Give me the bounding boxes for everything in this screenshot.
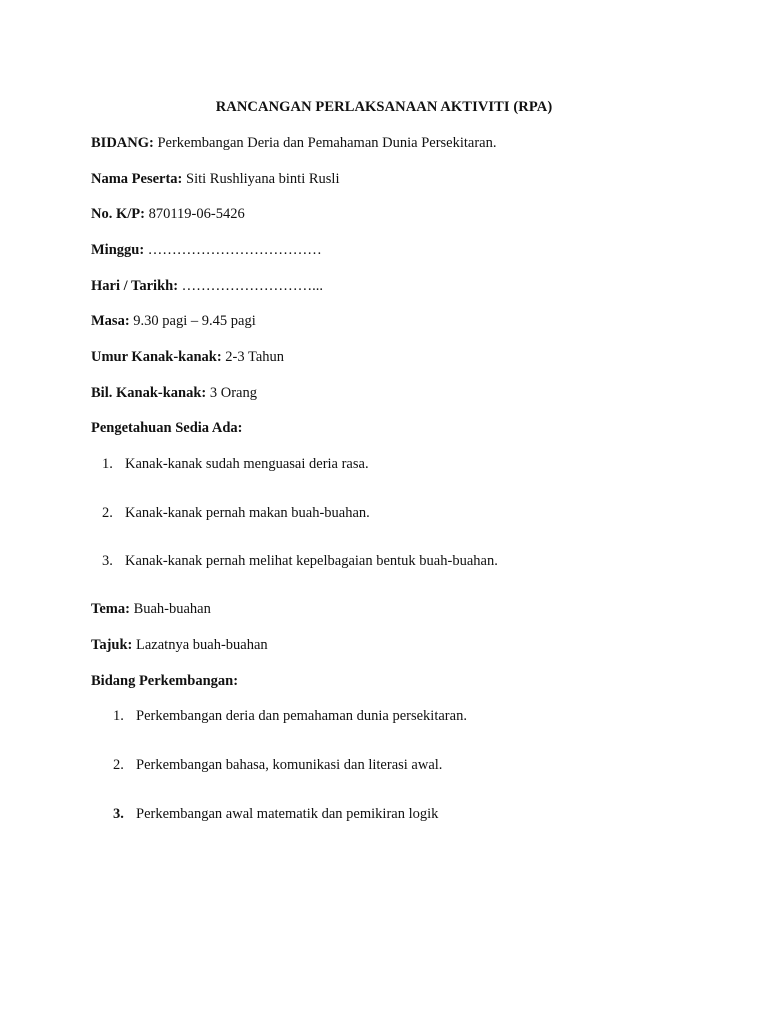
- field-masa-value: 9.30 pagi – 9.45 pagi: [129, 313, 256, 329]
- field-bidang-label: BIDANG:: [91, 135, 154, 151]
- field-no-kp-label: No. K/P:: [91, 206, 145, 222]
- field-minggu-value: ………………………………: [144, 242, 322, 258]
- field-tema-value: Buah-buahan: [129, 601, 211, 617]
- field-tema: [91, 600, 211, 618]
- list-item-number: 1.: [113, 708, 124, 724]
- list-item: Perkembangan deria dan pemahaman dunia persekitaran.: [136, 708, 467, 724]
- pengetahuan-heading: [91, 419, 242, 437]
- list-item: Kanak-kanak sudah menguasai deria rasa.: [125, 456, 369, 472]
- pengetahuan-heading-text: Pengetahuan Sedia Ada:: [91, 420, 243, 436]
- field-nama-peserta: [91, 170, 340, 188]
- field-tajuk: [91, 636, 268, 654]
- field-no-kp: [91, 205, 245, 223]
- list-item: Kanak-kanak pernah melihat kepelbagaian bentuk buah-buahan.: [125, 553, 498, 569]
- field-hari-tarikh-value: ………………………...: [178, 278, 324, 294]
- field-hari-tarikh: [91, 277, 323, 295]
- field-umur-value: 2-3 Tahun: [221, 349, 285, 365]
- field-umur: [91, 348, 284, 366]
- field-no-kp-value: 870119-06-5426: [144, 206, 245, 222]
- field-bil: [91, 384, 257, 402]
- document-title: RANCANGAN PERLAKSANAAN AKTIVITI (RPA): [215, 99, 553, 115]
- field-bil-value: 3 Orang: [206, 385, 257, 401]
- field-minggu-label: Minggu:: [91, 242, 145, 258]
- field-bidang-value: Perkembangan Deria dan Pemahaman Dunia Persekitaran.: [153, 135, 497, 151]
- field-tema-label: Tema:: [91, 601, 130, 617]
- field-masa-label: Masa:: [91, 313, 130, 329]
- list-item: Kanak-kanak pernah makan buah-buahan.: [125, 505, 370, 521]
- list-item: Perkembangan awal matematik dan pemikiran logik: [136, 806, 439, 822]
- field-umur-label: Umur Kanak-kanak:: [91, 349, 222, 365]
- list-item-number: 2.: [102, 505, 113, 521]
- field-nama-peserta-label: Nama Peserta:: [91, 171, 183, 187]
- list-item-number: 3.: [102, 553, 113, 569]
- bidang-perkembangan-heading: [91, 672, 238, 690]
- field-nama-peserta-value: Siti Rushliyana binti Rusli: [182, 171, 340, 187]
- field-bidang: [91, 134, 496, 152]
- field-bil-label: Bil. Kanak-kanak:: [91, 385, 207, 401]
- field-minggu: [91, 241, 322, 259]
- list-item: Perkembangan bahasa, komunikasi dan literasi awal.: [136, 757, 443, 773]
- list-item-number: 2.: [113, 757, 124, 773]
- bidang-perkembangan-heading-text: Bidang Perkembangan:: [91, 673, 239, 689]
- list-item-number: 3.: [113, 806, 124, 822]
- field-tajuk-value: Lazatnya buah-buahan: [132, 637, 268, 653]
- list-item-number: 1.: [102, 456, 113, 472]
- field-tajuk-label: Tajuk:: [91, 637, 133, 653]
- field-masa: [91, 312, 256, 330]
- field-hari-tarikh-label: Hari / Tarikh:: [91, 278, 179, 294]
